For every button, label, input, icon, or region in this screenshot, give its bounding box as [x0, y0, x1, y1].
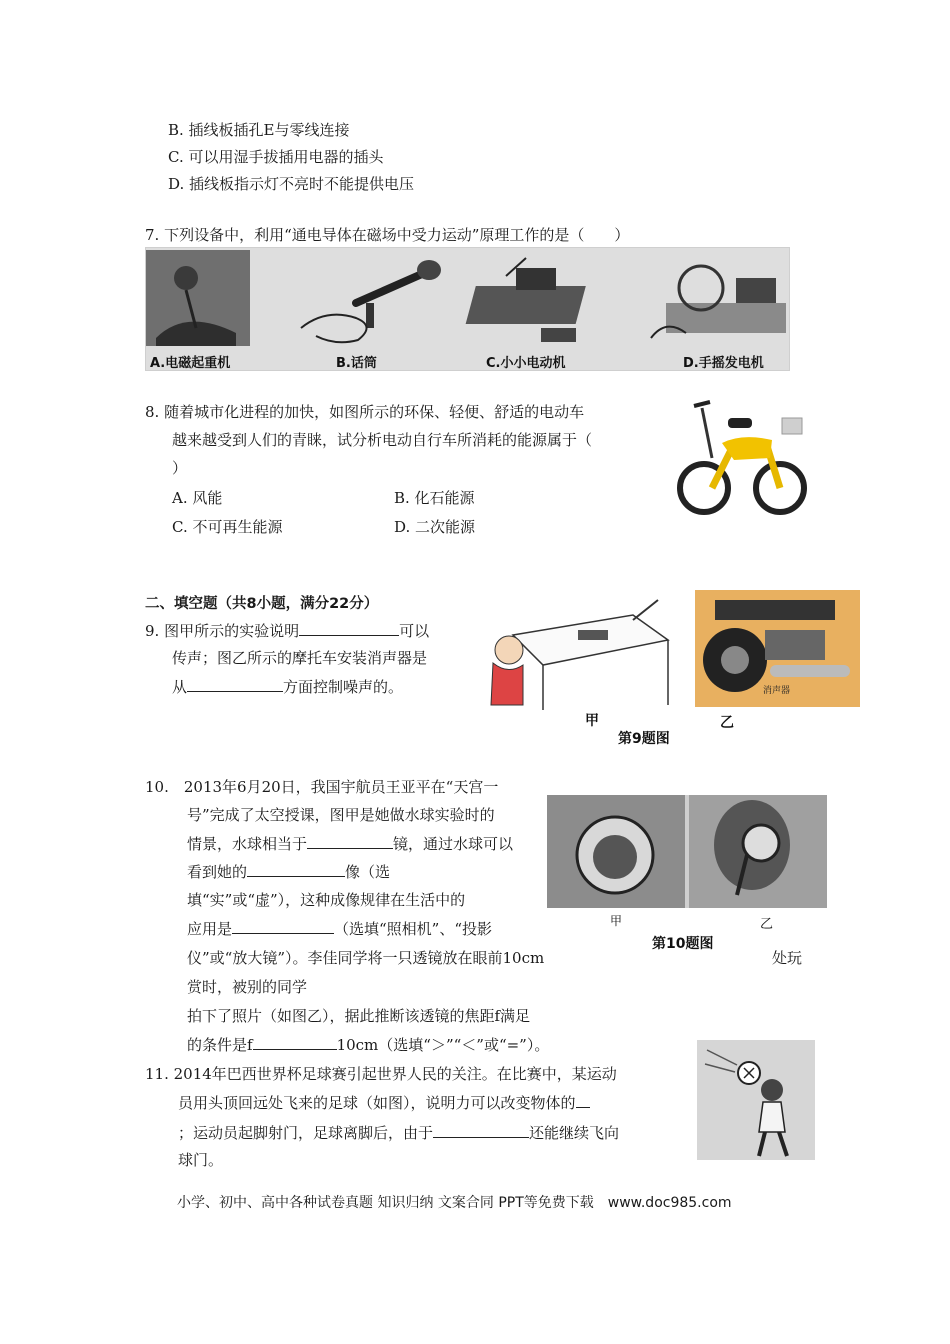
q9-l1-text-b: 可以 — [399, 622, 430, 640]
q9-l3-text-a: 从 — [172, 678, 188, 696]
q11-l2-text: 员用头顶回远处飞来的足球（如图），说明力可以改变物体的 — [178, 1094, 576, 1112]
q9-fig-caption: 第9题图 — [618, 731, 670, 747]
q10-l3-text-a: 情景，水球相当于 — [187, 835, 308, 853]
q9-blank-2[interactable] — [187, 676, 283, 692]
q10-photos — [547, 795, 827, 908]
q10-l10-text-b: 10cm（选填“＞”“＜”或“=”）。 — [336, 1036, 550, 1054]
q8-line2: 越来越受到人们的青睐，试分析电动自行车所消耗的能源属于（ — [172, 431, 593, 449]
q11-line3 — [178, 1122, 619, 1143]
q11-soccer-player-image — [697, 1040, 815, 1160]
q10-blank-3[interactable] — [232, 918, 334, 934]
q10-fig-caption: 第10题图 — [652, 936, 714, 952]
q7-stem: 7. 下列设备中，利用“通电导体在磁场中受力运动”原理工作的是（ ） — [145, 226, 630, 244]
q10-line7b: 处玩 — [772, 949, 803, 967]
q10-blank-2[interactable] — [247, 861, 345, 877]
q10-line4 — [187, 861, 390, 882]
q8-line3: ） — [172, 459, 188, 477]
q11-blank-2[interactable] — [433, 1122, 529, 1138]
q8-option-b: B. 化石能源 — [394, 489, 475, 507]
player-head — [761, 1079, 783, 1101]
q10-blank-1[interactable] — [307, 833, 393, 849]
q10-l6-text-a: 应用是 — [187, 920, 233, 938]
q6-option-c: C. 可以用湿手拔插用电器的插头 — [168, 148, 384, 166]
q10-l6-text-b: （选填“照相机”、“投影 — [334, 920, 493, 938]
q11-l3-text-a: ；运动员起脚射门，足球离脚后，由于 — [178, 1124, 434, 1142]
q10-l4-text-a: 看到她的 — [187, 863, 248, 881]
q6-option-d: D. 插线板指示灯不亮时不能提供电压 — [168, 175, 415, 193]
q8-option-a: A. 风能 — [172, 489, 223, 507]
q9-label-yi: 乙 — [720, 715, 734, 731]
q10-line3 — [187, 833, 513, 854]
q10-blank-4[interactable] — [253, 1034, 337, 1050]
caption-d: D.手摇发电机 — [683, 356, 764, 371]
q8-option-d: D. 二次能源 — [394, 518, 476, 536]
q11-l3-text-b: 还能继续飞向 — [529, 1124, 620, 1142]
muffler-label: 消声器 — [763, 686, 791, 696]
q10-line9: 拍下了照片（如图乙），据此推断该透镜的焦距f满足 — [187, 1007, 531, 1025]
q11-blank-1[interactable] — [576, 1092, 590, 1108]
q9-fig-yi-motorcycle — [695, 590, 860, 707]
q9-l3-text-b: 方面控制噪声的。 — [283, 678, 404, 696]
q10-line6 — [187, 918, 492, 939]
q10-line2: 号”完成了太空授课，图甲是她做水球实验时的 — [187, 806, 495, 824]
q7-devices-image — [145, 247, 790, 371]
q8-option-c: C. 不可再生能源 — [172, 518, 283, 536]
q11-line2 — [178, 1092, 590, 1113]
q10-line8: 赏时，被别的同学 — [187, 978, 308, 996]
generator-icon — [651, 266, 786, 338]
q9-blank-1[interactable] — [299, 620, 399, 636]
caption-b: B.话筒 — [336, 356, 377, 371]
caption-c: C.小小电动机 — [486, 356, 566, 371]
q9-line3 — [172, 676, 403, 697]
q11-line4: 球门。 — [178, 1151, 224, 1169]
q10-line1: 10. 2013年6月20日，我国宇航员王亚平在“天宫一 — [145, 778, 499, 796]
q8-line1: 8. 随着城市化进程的加快，如图所示的环保、轻便、舒适的电动车 — [145, 403, 585, 421]
q6-option-b: B. 插线板插孔E与零线连接 — [168, 121, 350, 139]
q10-label-yi: 乙 — [760, 917, 774, 932]
q10-l3-text-b: 镜，通过水球可以 — [393, 835, 514, 853]
microphone-icon — [301, 260, 441, 342]
motor-icon — [466, 258, 586, 342]
q11-line1: 11. 2014年巴西世界杯足球赛引起世界人民的关注。在比赛中，某运动 — [145, 1065, 617, 1083]
q9-fig-jia-drawing — [483, 595, 673, 713]
q9-line1 — [145, 620, 429, 641]
caption-a: A.电磁起重机 — [150, 356, 231, 371]
electric-bike-image — [672, 388, 810, 523]
section2-title: 二、填空题（共8小题，满分22分） — [145, 596, 379, 612]
q10-l4-text-b: 像（选 — [345, 863, 391, 881]
q10-line5: 填“实”或“虚”），这种成像规律在生活中的 — [187, 891, 466, 909]
q9-l1-text-a: 9. 图甲所示的实验说明 — [145, 622, 300, 640]
q10-label-jia: 甲 — [610, 914, 623, 928]
q10-line10 — [187, 1034, 549, 1055]
q9-label-jia: 甲 — [585, 713, 599, 729]
q10-l10-text-a: 的条件是f — [187, 1036, 253, 1054]
q9-line2: 传声；图乙所示的摩托车安装消声器是 — [172, 649, 428, 667]
q10-line7a: 仪”或“放大镜”）。李佳同学将一只透镜放在眼前10cm — [187, 949, 545, 967]
footer-text: 小学、初中、高中各种试卷真题 知识归纳 文案合同 PPT等免费下载 www.doc985.com — [177, 1195, 732, 1211]
